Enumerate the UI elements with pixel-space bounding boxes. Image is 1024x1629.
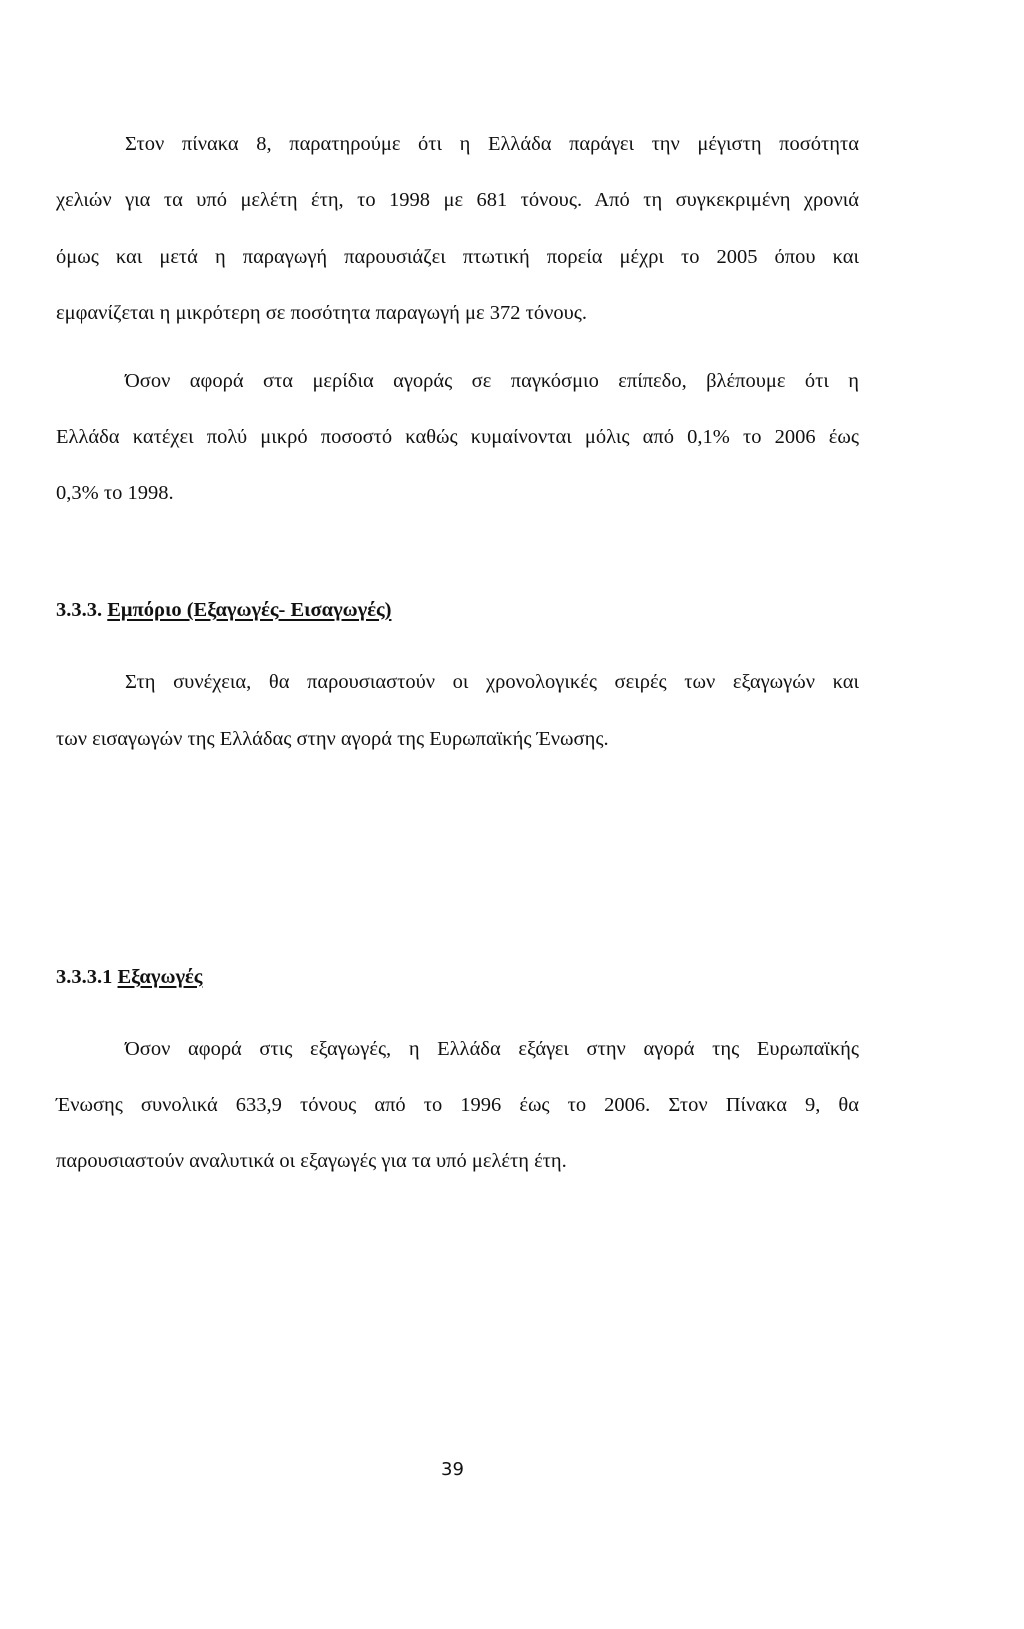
paragraph-line: παρουσιαστούν αναλυτικά οι εξαγωγές για τα υπό μελέτη έτη. — [56, 1150, 567, 1172]
paragraph-line: Στον πίνακα 8, παρατηρούμε ότι η Ελλάδα παράγει την μέγιστη ποσότητα — [125, 133, 859, 155]
paragraph-line: Όσον αφορά στα μερίδια αγοράς σε παγκόσμιο επίπεδο, βλέπουμε ότι η — [125, 370, 859, 392]
section-number: 3.3.3.1 — [56, 966, 113, 988]
paragraph-line: εμφανίζεται η μικρότερη σε ποσότητα παραγωγή με 372 τόνους. — [56, 302, 588, 324]
paragraph-line: χελιών για τα υπό μελέτη έτη, το 1998 με 681 τόνους. Από τη συγκεκριμένη χρονιά — [56, 189, 859, 211]
paragraph-line: όμως και μετά η παραγωγή παρουσιάζει πτωτική πορεία μέχρι το 2005 όπου και — [56, 246, 859, 268]
paragraph-line: Ελλάδα κατέχει πολύ μικρό ποσοστό καθώς κυμαίνονται μόλις από 0,1% το 2006 έως — [56, 426, 859, 448]
section-title: Εμπόριο (Εξαγωγές- Εισαγωγές) — [107, 599, 392, 621]
section-heading-exports — [56, 963, 202, 991]
section-title: Εξαγωγές — [117, 966, 203, 988]
paragraph-line: Στη συνέχεια, θα παρουσιαστούν οι χρονολογικές σειρές των εξαγωγών και — [125, 671, 859, 693]
section-heading-trade — [56, 596, 391, 624]
paragraph-line: των εισαγωγών της Ελλάδας στην αγορά της Ευρωπαϊκής Ένωσης. — [56, 728, 609, 750]
page-number: 39 — [441, 1459, 464, 1480]
paragraph-line: Όσον αφορά στις εξαγωγές, η Ελλάδα εξάγει στην αγορά της Ευρωπαϊκής — [125, 1038, 859, 1060]
section-number: 3.3.3. — [56, 599, 103, 621]
paragraph-line: Ένωσης συνολικά 633,9 τόνους από το 1996 έως το 2006. Στον Πίνακα 9, θα — [56, 1094, 859, 1116]
paragraph-line: 0,3% το 1998. — [56, 482, 174, 504]
